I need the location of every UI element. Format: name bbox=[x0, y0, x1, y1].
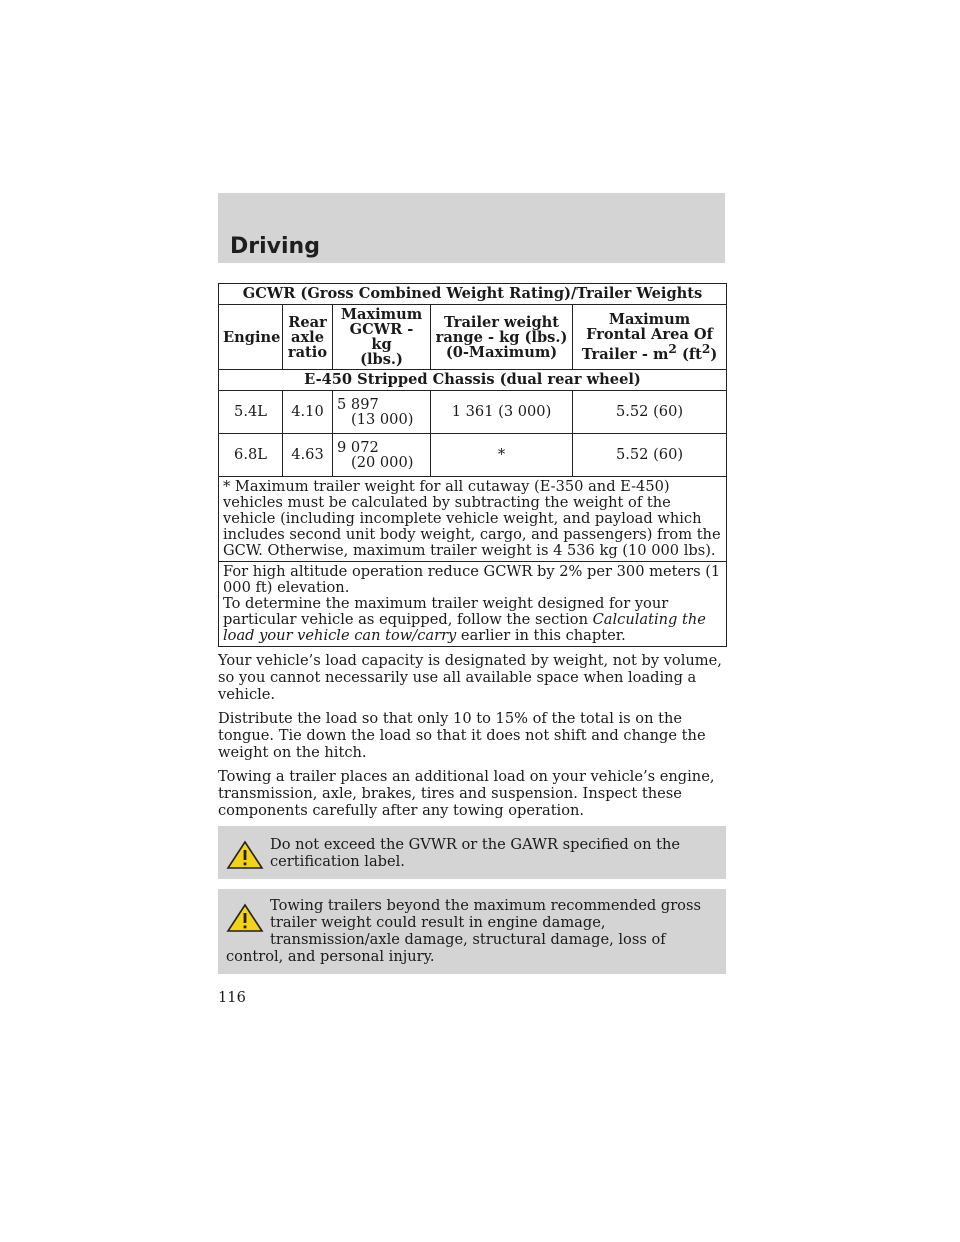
column-header-engine: Engine bbox=[219, 305, 283, 370]
warning-text: Do not exceed the GVWR or the GAWR specified on the certification label. bbox=[270, 836, 681, 870]
determine-note: To determine the maximum trailer weight designed for your particular vehicle as equipped, follow the section Calculating the load your vehicle can tow/carry earlier in this chapter. bbox=[223, 595, 706, 644]
cell-frontal-area: 5.52 (60) bbox=[573, 391, 727, 434]
body-paragraph: Towing a trailer places an additional load on your vehicle’s engine, transmission, axle, brakes, tires and suspension. Inspect these components carefully after any towing operation. bbox=[218, 768, 715, 819]
table-notes-row bbox=[219, 562, 727, 647]
warning-text: Towing trailers beyond the maximum recommended gross trailer weight could result in engine damage, transmission/axle damage, structural damage, loss of control, and personal injury. bbox=[226, 897, 701, 965]
warning-triangle-icon bbox=[226, 903, 264, 933]
table-row bbox=[219, 434, 727, 477]
table-section-title: E-450 Stripped Chassis (dual rear wheel) bbox=[219, 370, 727, 391]
table-row bbox=[219, 391, 727, 434]
table-footnote-row bbox=[219, 477, 727, 562]
table-header-row bbox=[219, 305, 727, 370]
cell-trailer-range: 1 361 (3 000) bbox=[431, 391, 573, 434]
column-header-frontal-area: Maximum Frontal Area Of Trailer - $m^2$ $(ft^2)$ bbox=[573, 305, 727, 370]
table-footnote: * Maximum trailer weight for all cutaway (E-350 and E-450) vehicles must be calculated by subtracting the weight of the vehicle (including incomplete vehicle weight, and payload which includes second unit body weight, cargo, and passengers) from the GCW. Otherwise, maximum trailer weight is 4 536 kg (10 000 lbs). bbox=[219, 477, 727, 562]
warning-box bbox=[218, 889, 726, 974]
section-header-band bbox=[218, 193, 725, 263]
section-reference: Calculating the load your vehicle can tow/carry bbox=[223, 611, 706, 644]
trailer-weights-table bbox=[218, 283, 727, 647]
cell-frontal-area: 5.52 (60) bbox=[573, 434, 727, 477]
altitude-note: For high altitude operation reduce GCWR by 2% per 300 meters (1 000 ft) elevation. bbox=[223, 563, 721, 596]
table-caption-row bbox=[219, 284, 727, 305]
table-section-row bbox=[219, 370, 727, 391]
table-caption: GCWR (Gross Combined Weight Rating)/Trailer Weights bbox=[219, 284, 727, 305]
warning-box bbox=[218, 826, 726, 879]
warning-triangle-icon bbox=[226, 840, 264, 870]
page-content bbox=[218, 283, 726, 984]
body-paragraph: Your vehicle’s load capacity is designated by weight, not by volume, so you cannot necessarily use all available space when loading a vehicle. bbox=[218, 652, 722, 703]
cell-gcwr: 5 897 (13 000) bbox=[333, 391, 431, 434]
column-header-max-gcwr: Maximum GCWR - kg (lbs.) bbox=[333, 305, 431, 370]
section-title: Driving bbox=[230, 234, 320, 259]
column-header-rear-axle: Rear axle ratio bbox=[283, 305, 333, 370]
cell-gcwr: 9 072 (20 000) bbox=[333, 434, 431, 477]
cell-engine: 5.4L bbox=[219, 391, 283, 434]
cell-axle: 4.63 bbox=[283, 434, 333, 477]
cell-axle: 4.10 bbox=[283, 391, 333, 434]
body-paragraph: Distribute the load so that only 10 to 15% of the total is on the tongue. Tie down the load so that it does not shift and change the weight on the hitch. bbox=[218, 710, 706, 761]
column-header-trailer-range: Trailer weight range - kg (lbs.) (0-Maximum) bbox=[431, 305, 573, 370]
cell-trailer-range: * bbox=[431, 434, 573, 477]
cell-engine: 6.8L bbox=[219, 434, 283, 477]
page-number: 116 bbox=[218, 989, 246, 1006]
table-notes bbox=[219, 562, 727, 647]
